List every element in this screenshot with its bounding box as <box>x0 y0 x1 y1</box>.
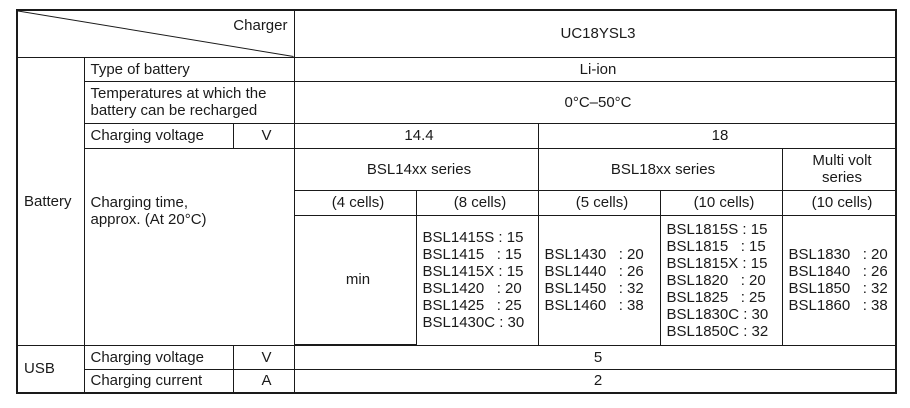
model-entry: BSL1840 : 26 <box>788 263 888 280</box>
model-list-8 <box>545 246 660 314</box>
model-entry: BSL1415X : 15 <box>422 263 524 280</box>
cells-8-header: (8 cells) <box>416 190 538 215</box>
model-entry: BSL1830C : 30 <box>666 305 769 323</box>
charging-time-unit: min <box>294 215 416 345</box>
voltage-14-value: 14.4 <box>294 123 538 148</box>
model-entry: BSL1430C : 30 <box>422 314 525 331</box>
model-entry: BSL1440 : 26 <box>544 263 644 280</box>
temp-label <box>84 81 294 123</box>
usb-voltage-row <box>17 345 896 369</box>
charger-label: Charger <box>233 17 288 34</box>
charging-time-label-line-2: approx. (At 20°C) <box>90 210 207 228</box>
cells-10b-header: (10 cells) <box>782 190 896 215</box>
model-entry: BSL1815X : 15 <box>666 254 768 272</box>
series-row <box>17 148 896 190</box>
series-18-header: BSL18xx series <box>538 148 782 190</box>
usb-current-row <box>17 369 896 393</box>
series-multi-line-2: series <box>822 169 863 186</box>
battery-voltage-row <box>17 123 896 148</box>
usb-current-label: Charging current <box>84 369 233 393</box>
header-row <box>17 10 896 57</box>
series-multi-line-1: Multi volt <box>812 152 872 169</box>
model-entry: BSL1425 : 25 <box>422 297 522 314</box>
cells-4-header: (4 cells) <box>294 190 416 215</box>
charger-model: UC18YSL3 <box>294 10 896 57</box>
charging-time-label <box>84 148 294 345</box>
temp-row <box>17 81 896 123</box>
models-4-cells <box>416 215 538 345</box>
usb-voltage-unit: V <box>233 345 294 369</box>
battery-voltage-unit: V <box>233 123 294 148</box>
model-entry: BSL1430 : 20 <box>544 246 644 263</box>
usb-current-value: 2 <box>294 369 896 393</box>
temp-label-line-2: battery can be recharged <box>90 102 258 119</box>
charging-time-label-line-1: Charging time, <box>90 193 189 211</box>
battery-group-label: Battery <box>17 57 84 345</box>
type-label: Type of battery <box>84 57 294 81</box>
voltage-18-value: 18 <box>538 123 896 148</box>
model-entry: BSL1825 : 25 <box>666 288 766 306</box>
battery-voltage-label: Charging voltage <box>84 123 233 148</box>
model-entry: BSL1420 : 20 <box>422 280 522 297</box>
type-row <box>17 57 896 81</box>
model-entry: BSL1850 : 32 <box>788 280 888 297</box>
model-entry: BSL1815 : 15 <box>666 237 766 255</box>
charger-header-cell <box>17 10 294 57</box>
spec-table <box>16 9 897 394</box>
type-value: Li-ion <box>294 57 896 81</box>
cells-10a-header: (10 cells) <box>660 190 782 215</box>
model-entry: BSL1860 : 38 <box>788 297 888 314</box>
model-entry: BSL1850C : 32 <box>666 322 769 340</box>
model-entry: BSL1815S : 15 <box>666 220 768 238</box>
model-list-5 <box>667 221 782 340</box>
temp-label-line-1: Temperatures at which the <box>90 85 267 102</box>
model-list-10a <box>789 246 896 314</box>
series-multi-header <box>782 148 896 190</box>
models-8-cells <box>538 215 660 345</box>
cells-5-header: (5 cells) <box>538 190 660 215</box>
usb-voltage-value: 5 <box>294 345 896 369</box>
models-10a-cells <box>782 215 896 345</box>
model-entry: BSL1830 : 20 <box>788 246 888 263</box>
usb-voltage-label: Charging voltage <box>84 345 233 369</box>
model-entry: BSL1415S : 15 <box>422 229 524 246</box>
model-entry: BSL1460 : 38 <box>544 297 644 314</box>
models-5-cells <box>660 215 782 345</box>
model-list-4 <box>423 229 538 331</box>
temp-value: 0°C–50°C <box>294 81 896 123</box>
series-14-header: BSL14xx series <box>294 148 538 190</box>
usb-group-label: USB <box>17 345 84 393</box>
model-entry: BSL1450 : 32 <box>544 280 644 297</box>
model-entry: BSL1415 : 15 <box>422 246 522 263</box>
model-entry: BSL1820 : 20 <box>666 271 766 289</box>
usb-current-unit: A <box>233 369 294 393</box>
